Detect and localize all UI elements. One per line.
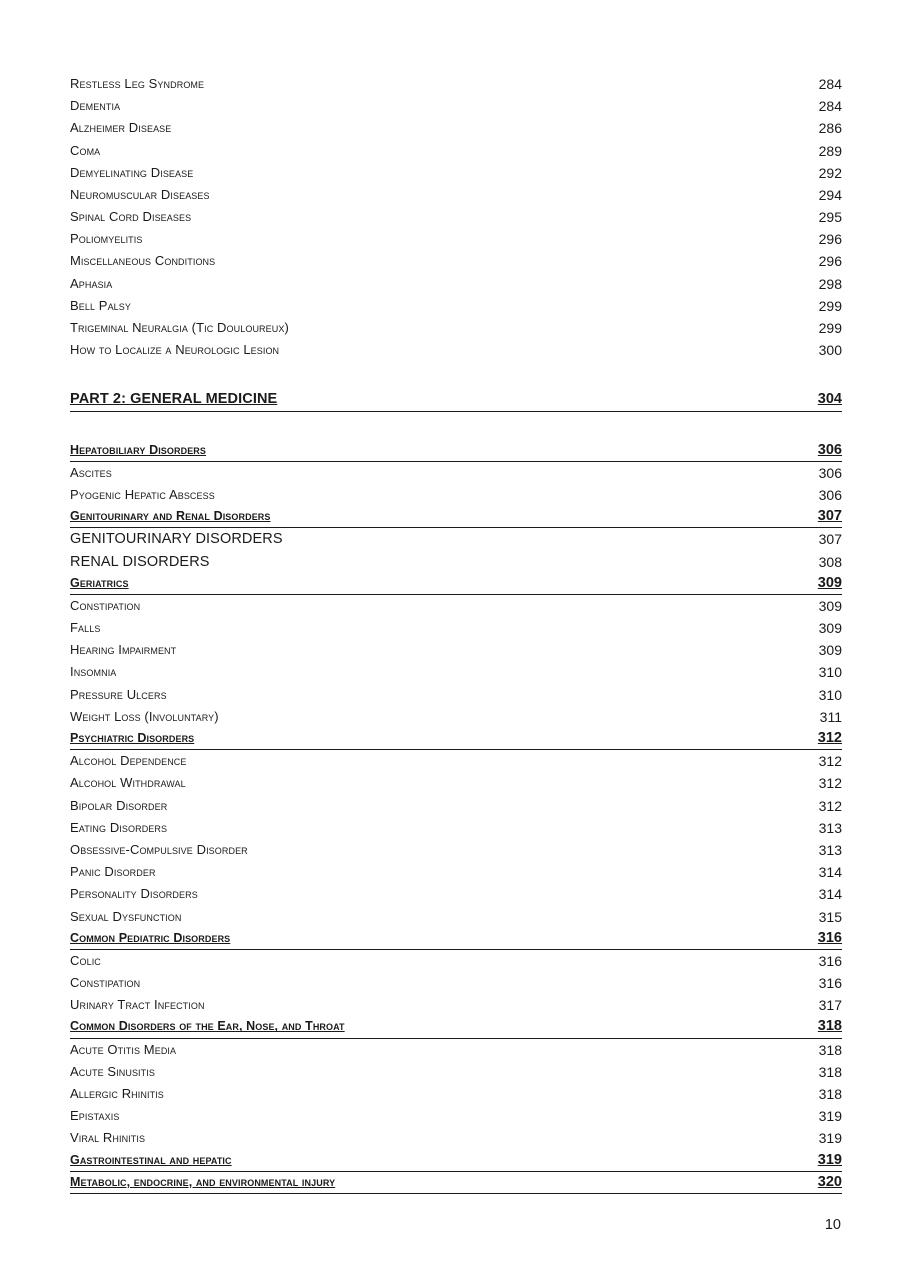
- toc-entry-title: Colic: [70, 952, 101, 968]
- toc-entry-page: 298: [818, 275, 842, 292]
- toc-entry[interactable]: [70, 1105, 842, 1127]
- toc-entry-title: Bipolar Disorder: [70, 797, 168, 813]
- toc-entry-title: Common Disorders of the Ear, Nose, and Throat: [70, 1019, 345, 1034]
- toc-section-heading[interactable]: [70, 1172, 842, 1194]
- toc-entry-title: Aphasia: [70, 275, 113, 291]
- toc-entry-page: 289: [818, 142, 842, 159]
- toc-entry-page: 309: [817, 574, 842, 591]
- toc-entry-page: 304: [817, 391, 842, 408]
- toc-entry-title: Constipation: [70, 975, 141, 991]
- toc-entry-title: Demyelinating Disease: [70, 164, 194, 180]
- toc-entry-page: 306: [818, 486, 842, 503]
- toc-entry-page: 319: [818, 1130, 842, 1147]
- toc-entry-title: Trigeminal Neuralgia (Tic Douloureux): [70, 320, 289, 336]
- toc-entry-title: PART 2: GENERAL MEDICINE: [70, 391, 278, 408]
- toc-entry-page: 309: [818, 597, 842, 614]
- toc-entry-page: 306: [817, 441, 842, 458]
- toc-entry[interactable]: [70, 839, 842, 861]
- toc-entry-title: Ascites: [70, 464, 112, 480]
- toc-entry[interactable]: [70, 228, 842, 250]
- toc-entry-title: Neuromuscular Diseases: [70, 186, 210, 202]
- toc-entry[interactable]: [70, 295, 842, 317]
- toc-entry-page: 307: [818, 531, 842, 548]
- toc-entry-page: 309: [818, 642, 842, 659]
- toc-entry-title: Spinal Cord Diseases: [70, 209, 192, 225]
- toc-section-heading[interactable]: [70, 728, 842, 750]
- toc-entry-page: 314: [818, 864, 842, 881]
- table-of-contents: [70, 73, 842, 1194]
- toc-entry-page: 319: [818, 1108, 842, 1125]
- toc-entry-title: Weight Loss (Involuntary): [70, 708, 219, 724]
- toc-entry-page: 313: [818, 841, 842, 858]
- toc-entry[interactable]: [70, 339, 842, 361]
- toc-entry-title: Common Pediatric Disorders: [70, 930, 231, 945]
- toc-entry[interactable]: [70, 906, 842, 928]
- toc-entry[interactable]: [70, 772, 842, 794]
- toc-entry-page: 284: [818, 98, 842, 115]
- toc-entry-title: Acute Sinusitis: [70, 1063, 155, 1079]
- toc-entry-page: 316: [818, 952, 842, 969]
- toc-entry-title: Obsessive-Compulsive Disorder: [70, 841, 248, 857]
- toc-entry-title: Gastrointestinal and hepatic: [70, 1152, 232, 1167]
- toc-entry-title: Miscellaneous Conditions: [70, 253, 216, 269]
- toc-entry-page: 286: [818, 120, 842, 137]
- toc-entry-title: Eating Disorders: [70, 819, 168, 835]
- toc-entry[interactable]: [70, 639, 842, 661]
- toc-entry[interactable]: [70, 162, 842, 184]
- toc-entry[interactable]: [70, 994, 842, 1016]
- toc-entry[interactable]: [70, 706, 842, 728]
- toc-entry-page: 315: [818, 908, 842, 925]
- toc-entry-page: 320: [817, 1173, 842, 1190]
- toc-entry-page: 296: [818, 231, 842, 248]
- toc-entry-title: Urinary Tract Infection: [70, 997, 205, 1013]
- toc-entry-title: Psychiatric Disorders: [70, 731, 195, 746]
- toc-entry-title: Geriatrics: [70, 575, 129, 590]
- toc-entry-title: Insomnia: [70, 664, 117, 680]
- toc-entry-page: 319: [817, 1151, 842, 1168]
- toc-section-heading[interactable]: [70, 928, 842, 950]
- toc-entry[interactable]: [70, 117, 842, 139]
- toc-entry-page: 312: [818, 797, 842, 814]
- toc-entry[interactable]: [70, 528, 842, 550]
- toc-entry[interactable]: [70, 551, 842, 573]
- toc-entry-page: 299: [818, 297, 842, 314]
- toc-entry-title: RENAL DISORDERS: [70, 553, 210, 570]
- toc-entry-title: Viral Rhinitis: [70, 1130, 146, 1146]
- toc-entry-page: 311: [819, 708, 842, 725]
- toc-entry[interactable]: [70, 184, 842, 206]
- toc-entry-title: Poliomyelitis: [70, 231, 143, 247]
- toc-entry-page: 313: [818, 819, 842, 836]
- toc-entry[interactable]: [70, 140, 842, 162]
- toc-entry-title: Alzheimer Disease: [70, 120, 172, 136]
- toc-entry[interactable]: [70, 95, 842, 117]
- toc-entry-page: 318: [817, 1018, 842, 1035]
- toc-section-heading[interactable]: [70, 1017, 842, 1039]
- toc-entry-title: Epistaxis: [70, 1108, 120, 1124]
- toc-entry-page: 312: [818, 775, 842, 792]
- toc-entry-title: How to Localize a Neurologic Lesion: [70, 342, 280, 358]
- toc-entry-page: 308: [818, 553, 842, 570]
- toc-entry-page: 318: [818, 1063, 842, 1080]
- toc-entry-title: Alcohol Withdrawal: [70, 775, 186, 791]
- toc-section-heading[interactable]: [70, 506, 842, 528]
- toc-entry-title: Allergic Rhinitis: [70, 1086, 164, 1102]
- toc-entry-page: 300: [818, 342, 842, 359]
- toc-entry-title: Genitourinary and Renal Disorders: [70, 509, 271, 524]
- toc-entry-title: Sexual Dysfunction: [70, 908, 182, 924]
- toc-entry-title: Personality Disorders: [70, 886, 198, 902]
- toc-entry[interactable]: [70, 1061, 842, 1083]
- toc-entry[interactable]: [70, 1039, 842, 1061]
- toc-entry[interactable]: [70, 861, 842, 883]
- toc-entry[interactable]: [70, 750, 842, 772]
- toc-entry-page: 292: [818, 164, 842, 181]
- toc-entry[interactable]: [70, 684, 842, 706]
- toc-entry[interactable]: [70, 883, 842, 905]
- toc-entry[interactable]: [70, 462, 842, 484]
- toc-entry-title: Metabolic, endocrine, and environmental injury: [70, 1174, 336, 1189]
- toc-entry-title: Hearing Impairment: [70, 642, 177, 658]
- toc-section-heading[interactable]: [70, 1150, 842, 1172]
- toc-entry-title: Hepatobiliary Disorders: [70, 442, 207, 457]
- toc-entry-page: 316: [818, 975, 842, 992]
- toc-part-heading[interactable]: [70, 389, 842, 411]
- toc-entry[interactable]: [70, 73, 842, 95]
- toc-entry-title: Bell Palsy: [70, 297, 131, 313]
- toc-entry[interactable]: [70, 206, 842, 228]
- toc-entry[interactable]: [70, 1127, 842, 1149]
- toc-entry-title: Acute Otitis Media: [70, 1041, 177, 1057]
- toc-entry-title: GENITOURINARY DISORDERS: [70, 531, 283, 548]
- toc-entry[interactable]: [70, 484, 842, 506]
- toc-entry-page: 316: [817, 929, 842, 946]
- toc-entry[interactable]: [70, 251, 842, 273]
- toc-entry[interactable]: [70, 595, 842, 617]
- toc-entry-page: 296: [818, 253, 842, 270]
- toc-entry-title: Dementia: [70, 98, 121, 114]
- toc-entry-page: 310: [818, 686, 842, 703]
- toc-section-heading[interactable]: [70, 440, 842, 462]
- toc-entry-page: 312: [818, 753, 842, 770]
- toc-entry-page: 317: [818, 997, 842, 1014]
- toc-entry-page: 314: [818, 886, 842, 903]
- toc-entry-page: 310: [818, 664, 842, 681]
- toc-entry[interactable]: [70, 617, 842, 639]
- toc-entry[interactable]: [70, 273, 842, 295]
- toc-entry[interactable]: [70, 1083, 842, 1105]
- toc-entry-page: 307: [817, 508, 842, 525]
- toc-entry-page: 318: [818, 1086, 842, 1103]
- toc-entry[interactable]: [70, 972, 842, 994]
- toc-entry-title: Coma: [70, 142, 101, 158]
- toc-entry-page: 309: [818, 620, 842, 637]
- toc-entry[interactable]: [70, 795, 842, 817]
- toc-section-heading[interactable]: [70, 573, 842, 595]
- toc-entry[interactable]: [70, 817, 842, 839]
- toc-entry-page: 306: [818, 464, 842, 481]
- toc-entry-title: Panic Disorder: [70, 864, 156, 880]
- toc-entry-page: 299: [818, 320, 842, 337]
- toc-entry-page: 318: [818, 1041, 842, 1058]
- toc-entry-title: Pressure Ulcers: [70, 686, 167, 702]
- toc-entry-title: Constipation: [70, 597, 141, 613]
- toc-entry-page: 295: [818, 209, 842, 226]
- toc-entry-page: 312: [817, 730, 842, 747]
- toc-entry-title: Pyogenic Hepatic Abscess: [70, 486, 215, 502]
- toc-entry-title: Alcohol Dependence: [70, 753, 187, 769]
- toc-entry[interactable]: [70, 317, 842, 339]
- page-number: 10: [824, 1217, 841, 1233]
- toc-entry-title: Restless Leg Syndrome: [70, 75, 205, 91]
- toc-entry-page: 294: [818, 186, 842, 203]
- toc-entry[interactable]: [70, 950, 842, 972]
- toc-entry[interactable]: [70, 662, 842, 684]
- toc-entry-page: 284: [818, 75, 842, 92]
- toc-entry-title: Falls: [70, 620, 101, 636]
